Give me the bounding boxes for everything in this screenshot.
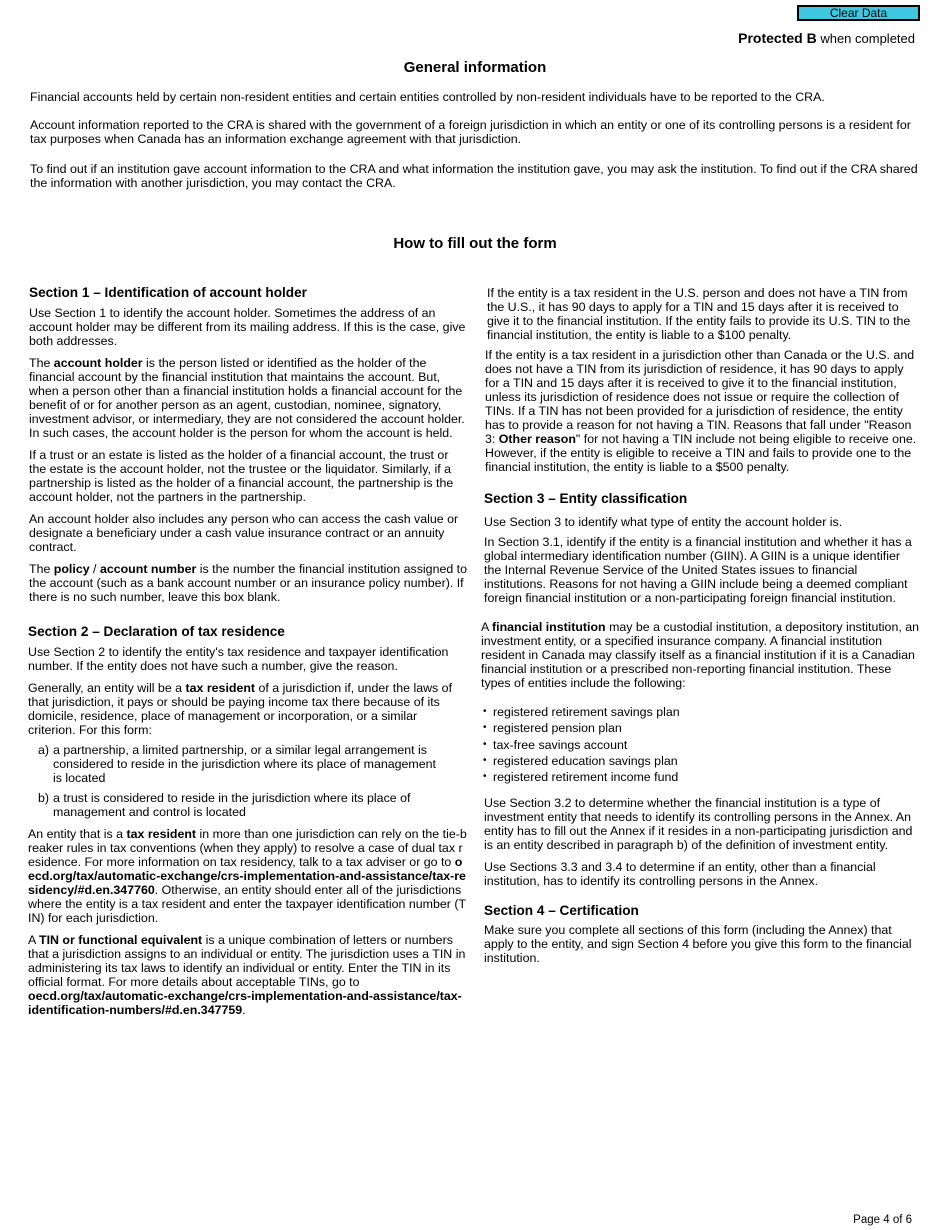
section-1-paragraph-3: If a trust or an estate is listed as the holder of a financial account, the trust or the estate is the account holder, not the trustee or the liquidator. Similarly, if a partnership is listed as the holder of a financial account, the partnership is the account holder, not the partners in the partnership.	[29, 448, 454, 504]
how-to-fill-title: How to fill out the form	[393, 235, 557, 252]
protected-b-suffix: when completed	[816, 31, 915, 46]
section-3-annex-text	[484, 796, 919, 888]
section-1-heading: Section 1 – Identification of account holder	[29, 285, 307, 300]
section-2-paragraph-3: An entity that is a tax resident in more than one jurisdiction can rely on the tie-breaker rules in tax conventions (when they apply) to resolve a case of dual tax residence. For more information on tax residency, talk to a tax adviser or go to oecd.org/tax/automatic-exchange/crs-implementation-and-assistance/tax-residency/#d.en.347760. Otherwise, an entity should enter all of the jurisdictions where the entity is a tax resident and enter the taxpayer identification number (TIN) for each jurisdiction.	[28, 827, 467, 925]
section-2-paragraph-4: A TIN or functional equivalent is a unique combination of letters or numbers that a jurisdiction assigns to an individual or entity. The jurisdiction uses a TIN in administering its tax laws to identify an individual or entity. Enter the TIN in its official format. For more details about acceptable TINs, go to oecd.org/tax/automatic-exchange/crs-implementation-and-assistance/tax-identification-numbers/#d.en.347759.	[28, 933, 466, 1017]
section-1-paragraph-4: An account holder also includes any person who can access the cash value or designate a beneficiary under a cash value insurance contract or an annuity contract.	[29, 512, 459, 554]
section-4-body	[484, 923, 919, 965]
general-paragraph-2: Account information reported to the CRA is shared with the government of a foreign jurisdiction in which an entity or one of its controlling persons is a resident for tax purposes when Canada has an information exchange agreement with that jurisdiction.	[30, 118, 911, 146]
section-2-paragraph-2: Generally, an entity will be a tax resident of a jurisdiction if, under the laws of that jurisdiction, it pays or should be paying income tax there because of its domicile, residence, place of management or incorporation, or a similar criterion. For this form:	[28, 681, 453, 737]
list-item: • tax-free savings account	[481, 737, 923, 753]
section-2-heading: Section 2 – Declaration of tax residence	[28, 624, 285, 639]
other-jurisdiction-tin-paragraph: If the entity is a tax resident in a jurisdiction other than Canada or the U.S. and does not have a TIN from its jurisdiction of residence, it has 90 days to apply for a TIN and 15 days after it is received to give it to the financial institution, unless its jurisdiction of residence does not issue or require the collection of TINs. If a TIN has not been provided for a jurisdiction of residence, the entity has to provide a reason for not having a TIN. Reasons that fall under "Reason 3: Other reason" for not having a TIN include not being eligible to receive one. However, if the entity is eligible to receive a TIN and fails to provide one to the financial institution, the entity is liable to a $500 penalty.	[485, 348, 917, 474]
section-1-paragraph-5: The policy / account number is the number the financial institution assigned to the account (such as a bank account number or an insurance policy number). If there is no such number, leave this box blank.	[29, 562, 468, 604]
page-number: Page 4 of 6	[853, 1214, 912, 1226]
us-tin-paragraph: If the entity is a tax resident in the U.S. person and does not have a TIN from the U.S., it has 90 days to apply for a TIN and 15 days after it is received to give it to the financial institution. If the entity fails to provide its U.S. TIN to the financial institution, the entity is liable to a $100 penalty.	[487, 286, 911, 342]
tax-residency-link[interactable]: oecd.org/tax/automatic-exchange/crs-implementation-and-assistance/tax-residency/#d.en.347760	[28, 855, 466, 897]
section-3-paragraph-1: Use Section 3 to identify what type of entity the account holder is.	[484, 515, 843, 529]
list-item: • registered retirement income fund	[481, 769, 923, 785]
section-3-body	[484, 515, 919, 605]
protected-b-notice	[738, 31, 915, 46]
section-2-item-a: a) a partnership, a limited partnership, or a similar legal arrangement is considered to reside in the jurisdiction where its place of management is located	[38, 743, 436, 785]
section-3-financial-institution	[481, 620, 923, 785]
section-4-heading: Section 4 – Certification	[484, 903, 639, 918]
section-3-paragraph-3: A financial institution may be a custodial institution, a depository institution, an investment entity, or a specified insurance company. A financial institution resident in Canada may classify itself as a financial institution if it is a Canadian financial institution or a prescribed non-reporting financial institution. These types of entities include the following:	[481, 620, 920, 690]
section-3-paragraph-4: Use Section 3.2 to determine whether the financial institution is a type of investment entity that needs to identify its controlling persons in the Annex. An entity has to fill out the Annex if it resides in a non-participating jurisdiction and is an entity described in paragraph b) of the definition of investment entity.	[484, 796, 913, 852]
protected-b-label: Protected B	[738, 30, 817, 46]
list-item: • registered retirement savings plan	[481, 704, 923, 720]
section-3-heading: Section 3 – Entity classification	[484, 491, 688, 506]
general-paragraph-1: Financial accounts held by certain non-resident entities and certain entities controlled by non-resident individuals have to be reported to the CRA.	[30, 90, 825, 104]
section-2-item-b: b) a trust is considered to reside in the jurisdiction where its place of management and control is located	[38, 791, 411, 819]
clear-data-button[interactable]: Clear Data	[797, 5, 920, 21]
right-column-tin-rules	[487, 286, 917, 474]
section-3-paragraph-2: In Section 3.1, identify if the entity is a financial institution and whether it has a global intermediary identification number (GIIN). A GIIN is a unique identifier the Internal Revenue Service of the United States issues to financial institutions. Reasons for not having a GIIN include being a deemed compliant foreign financial institution or a non-participating foreign financial institution.	[484, 535, 912, 605]
section-1-paragraph-1: Use Section 1 to identify the account holder. Sometimes the address of an account holder may be different from its mailing address. If this is the case, give both addresses.	[29, 306, 466, 348]
section-1-paragraph-2: The account holder is the person listed or identified as the holder of the financial account by the financial institution that maintains the account. But, when a person other than a financial institution holds a financial account for the benefit of or for another person as an agent, custodian, nominee, signatory, investment advisor, or intermediary, they are not considered the account holder. In such cases, the account holder is the person for whom the account is held.	[29, 356, 465, 440]
section-2-body	[28, 645, 468, 1017]
tin-numbers-link[interactable]: oecd.org/tax/automatic-exchange/crs-implementation-and-assistance/tax-identification-numbers/#d.en.347759	[28, 989, 462, 1017]
registered-plans-list	[481, 704, 923, 785]
general-information-title: General information	[403, 59, 547, 76]
section-3-paragraph-5: Use Sections 3.3 and 3.4 to determine if an entity, other than a financial institution, has to identify its controlling persons in the Annex.	[484, 860, 876, 888]
section-2-paragraph-1: Use Section 2 to identify the entity's tax residence and taxpayer identification number. If the entity does not have such a number, give the reason.	[28, 645, 449, 673]
list-item: • registered education savings plan	[481, 753, 923, 769]
general-paragraph-3: To find out if an institution gave account information to the CRA and what information the institution gave, you may ask the institution. To find out if the CRA shared the information with another jurisdiction, you may contact the CRA.	[30, 162, 918, 190]
section-4-paragraph-1: Make sure you complete all sections of this form (including the Annex) that apply to the entity, and sign Section 4 before you give this form to the financial institution.	[484, 923, 912, 965]
list-item: • registered pension plan	[481, 720, 923, 736]
section-1-body	[29, 306, 469, 604]
